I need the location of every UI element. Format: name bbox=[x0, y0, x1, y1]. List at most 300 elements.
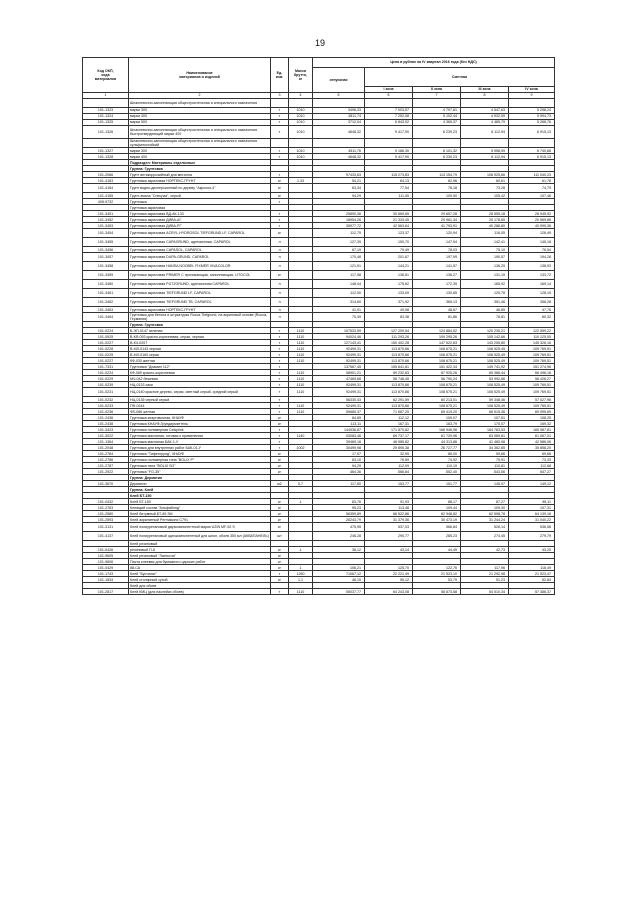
cell-price-zone-3: 21 292,98 bbox=[461, 571, 509, 577]
cell-price-zone-1: 58 748,45 bbox=[365, 376, 413, 382]
cell-price-zone-2: 20 961,34 bbox=[413, 217, 461, 223]
cell-unit: кг bbox=[271, 457, 289, 463]
cell-unit: т bbox=[271, 409, 289, 415]
cell-price-release: 92499,31 bbox=[313, 346, 365, 352]
cell-code: 101-3453 bbox=[83, 223, 129, 229]
col-index: 2 bbox=[129, 93, 271, 99]
cell-price-release: 26243,79 bbox=[313, 517, 365, 523]
cell-code: 101-1328 bbox=[83, 154, 129, 160]
cell-price-release: 464,36 bbox=[313, 469, 365, 475]
cell-unit: т bbox=[271, 433, 289, 439]
cell-name: Грунтовка для бетона и штукатурки Rocca Tiefgrund, на акриловой основе (Rocca, Германия) bbox=[129, 313, 271, 322]
col-unit-label: Ед. bbox=[276, 70, 283, 75]
cell-unit: л bbox=[271, 289, 289, 298]
cell-unit: кг bbox=[271, 559, 289, 565]
cell-price-zone-4: 35 858,20 bbox=[509, 445, 555, 451]
cell-price-zone-1: 66 522,86 bbox=[365, 511, 413, 517]
cell-price-zone-3: 6 112,94 bbox=[461, 154, 509, 160]
cell-price-release: 56359,89 bbox=[313, 511, 365, 517]
cell-price-zone-2: 78,03 bbox=[413, 247, 461, 253]
cell-price-zone-2: 108 675,21 bbox=[413, 382, 461, 388]
cell-name: КФ-089 красно-коричневая bbox=[129, 370, 271, 376]
cell-code: 101-4165 bbox=[83, 193, 129, 199]
cell-price-zone-4: 64 139,16 bbox=[509, 511, 555, 517]
cell-price-zone-4: 107,31 bbox=[509, 505, 555, 511]
cell-price-zone-3: 170,07 bbox=[461, 421, 509, 427]
cell-price-zone-4: 109 769,51 bbox=[509, 403, 555, 409]
cell-price-zone-2: 60 213,01 bbox=[413, 397, 461, 403]
cell-price-zone-3: 34 362,85 bbox=[461, 445, 509, 451]
cell-unit: кг bbox=[271, 229, 289, 238]
cell-price-zone-4: 43,25 bbox=[509, 547, 555, 553]
cell-mass: 1110 bbox=[289, 334, 313, 340]
cell-price-release: 84,89 bbox=[313, 415, 365, 421]
cell-price-zone-3 bbox=[461, 139, 509, 148]
cell-price-zone-2: 62 948,82 bbox=[413, 511, 461, 517]
cell-price-zone-3: 78,81 bbox=[461, 313, 509, 322]
cell-name: Грунтовка акриловая TIEFGRUND LF, CAPAROL bbox=[129, 289, 271, 298]
cell-price-zone-1: 77,54 bbox=[365, 184, 413, 193]
cell-price-zone-3: 87,27 bbox=[461, 499, 509, 505]
cell-price-zone-3: 40 288,80 bbox=[461, 223, 509, 229]
cell-price-zone-4: 57 027,96 bbox=[509, 397, 555, 403]
cell-code: 101-1325 bbox=[83, 120, 129, 126]
cell-price-zone-3: 190,57 bbox=[461, 253, 509, 262]
cell-price-zone-1: 46 585,82 bbox=[365, 439, 413, 445]
cell-price-zone-1: 32,95 bbox=[365, 451, 413, 457]
cell-price-zone-2: 108 675,21 bbox=[413, 358, 461, 364]
cell-price-release: 112,50 bbox=[313, 289, 365, 298]
cell-price-zone-2: 552,40 bbox=[413, 469, 461, 475]
cell-name: Грунтовка акриловая HANSA NOOBEL FIXMER VIVACOLOR bbox=[129, 262, 271, 271]
cell-unit: л bbox=[271, 262, 289, 271]
cell-price-zone-2: 81,86 bbox=[413, 313, 461, 322]
cell-name: Грунтовка "FG-35" bbox=[129, 469, 271, 475]
cell-price-zone-4: 128,19 bbox=[509, 289, 555, 298]
cell-price-release: 63,34 bbox=[313, 184, 365, 193]
cell-price-zone-2: 74,92 bbox=[413, 457, 461, 463]
cell-price-zone-4: 109 769,51 bbox=[509, 352, 555, 358]
cell-price-zone-3: 108 925,66 bbox=[461, 172, 509, 178]
cell-mass: 1110 bbox=[289, 403, 313, 409]
cell-price-zone-3: 5 958,59 bbox=[461, 148, 509, 154]
cell-price-zone-1: 201,67 bbox=[365, 253, 413, 262]
col-estimate-header: Сметная bbox=[365, 68, 555, 87]
cell-name: НЦ-0135 черный серый bbox=[129, 397, 271, 403]
cell-price-zone-1: 123,37 bbox=[365, 229, 413, 238]
cell-price-zone-2: 130,65 bbox=[413, 289, 461, 298]
cell-price-zone-4: 194,28 bbox=[509, 253, 555, 262]
cell-code: 101-0236 bbox=[83, 409, 129, 415]
cell-mass: 1010 bbox=[289, 120, 313, 126]
cell-price-zone-2: 136,27 bbox=[413, 271, 461, 280]
cell-name: резиновый П-8 bbox=[129, 547, 271, 553]
cell-price-zone-4: 47,76 bbox=[509, 307, 555, 313]
cell-name: 88-СА bbox=[129, 565, 271, 571]
cell-price-zone-1: 79,49 bbox=[365, 247, 413, 253]
cell-mass bbox=[289, 253, 313, 262]
cell-price-release: 54,21 bbox=[313, 178, 365, 184]
cell-code: 101-7331 bbox=[83, 364, 129, 370]
cell-price-release: 475,95 bbox=[313, 523, 365, 532]
cell-price-zone-1: 150,70 bbox=[365, 238, 413, 247]
cell-price-zone-4: 31 040,22 bbox=[509, 517, 555, 523]
cell-code: 101-3451 bbox=[83, 211, 129, 217]
cell-price-zone-3: 164 763,53 bbox=[461, 427, 509, 433]
cell-name: Грунтовка акриловая TIEFGRUND TB, CAPAROL bbox=[129, 298, 271, 307]
table-row bbox=[83, 99, 555, 108]
cell-price-zone-2: 110,19 bbox=[413, 463, 461, 469]
cell-price-zone-2: 108 675,21 bbox=[413, 403, 461, 409]
cell-price-zone-1: 167,31 bbox=[365, 421, 413, 427]
cell-price-zone-2: 566,84 bbox=[413, 523, 461, 532]
cell-price-zone-2: 21 523,10 bbox=[413, 571, 461, 577]
cell-code: 101-0429 bbox=[83, 565, 129, 571]
col-index: 5 bbox=[313, 93, 365, 99]
cell-price-zone-3: 20 178,65 bbox=[461, 217, 509, 223]
cell-price-release: 97433,63 bbox=[313, 172, 365, 178]
cell-price-zone-1: 29 895,38 bbox=[365, 445, 413, 451]
cell-price-zone-1: 55,12 bbox=[365, 577, 413, 583]
cell-price-zone-1: 127 209,54 bbox=[365, 328, 413, 334]
cell-code: 101-0224 bbox=[83, 370, 129, 376]
cell-price-zone-1: 69 737,17 bbox=[365, 433, 413, 439]
cell-price-zone-3: 28 555,18 bbox=[461, 211, 509, 217]
cell-price-zone-3 bbox=[461, 99, 509, 108]
cell-price-zone-3: 149 741,92 bbox=[461, 364, 509, 370]
cell-code: 101-0229 bbox=[83, 376, 129, 382]
zone-1-header: I зона bbox=[365, 87, 413, 93]
cell-code: 101-3460 bbox=[83, 280, 129, 289]
cell-price-zone-1 bbox=[365, 99, 413, 108]
cell-price-zone-4: 52,84 bbox=[509, 577, 555, 583]
cell-price-zone-1: 153,77 bbox=[365, 481, 413, 487]
cell-price-zone-3: 105 142,66 bbox=[461, 334, 509, 340]
cell-unit: кг bbox=[271, 553, 289, 559]
cell-price-zone-1: 175,62 bbox=[365, 280, 413, 289]
cell-price-zone-2: 120,94 bbox=[413, 229, 461, 238]
cell-code: 101-0225 bbox=[83, 352, 129, 358]
cell-price-zone-1: 115 273,83 bbox=[365, 172, 413, 178]
col-code-header bbox=[83, 58, 129, 93]
cell-name: Грунтовка "Диамил 112" bbox=[129, 364, 271, 370]
cell-price-zone-4: 66 496,18 bbox=[509, 370, 555, 376]
cell-code: 101-3458 bbox=[83, 262, 129, 271]
cell-price-zone-3: 6 112,94 bbox=[461, 126, 509, 139]
cell-price-zone-3: 110,81 bbox=[461, 463, 509, 469]
cell-price-release: 137567,45 bbox=[313, 364, 365, 370]
cell-price-zone-1: 83,38 bbox=[365, 313, 413, 322]
cell-price-release: 25890,36 bbox=[313, 211, 365, 217]
cell-name: КФ-030 желтая bbox=[129, 358, 271, 364]
cell-code: 408-9732 bbox=[83, 199, 129, 205]
table-row bbox=[83, 589, 555, 595]
cell-price-zone-4: 57 386,37 bbox=[509, 589, 555, 595]
col-mass-header bbox=[289, 58, 313, 93]
cell-code: 101-0925 bbox=[83, 334, 129, 340]
cell-unit: т bbox=[271, 352, 289, 358]
cell-unit: кг bbox=[271, 421, 289, 427]
cell-price-zone-3: 60,61 bbox=[461, 178, 509, 184]
cell-unit: т bbox=[271, 199, 289, 205]
cell-price-zone-1: 64 243,08 bbox=[365, 589, 413, 595]
cell-price-zone-3: 526,14 bbox=[461, 523, 509, 532]
cell-code bbox=[83, 99, 129, 108]
cell-price-zone-1: 112,12 bbox=[365, 415, 413, 421]
cell-price-zone-1: 371,92 bbox=[365, 298, 413, 307]
cell-name: марки 500 bbox=[129, 120, 271, 126]
cell-price-zone-2: 76,18 bbox=[413, 184, 461, 193]
cell-price-zone-2 bbox=[413, 139, 461, 148]
cell-unit: м2 bbox=[271, 481, 289, 487]
cell-price-release: 127143,41 bbox=[313, 340, 365, 346]
cell-price-zone-4: 69,66 bbox=[509, 451, 555, 457]
cell-price-zone-3: 165,92 bbox=[461, 280, 509, 289]
cell-unit: т bbox=[271, 346, 289, 352]
cell-mass: 1 bbox=[289, 547, 313, 553]
cell-mass: 1110 bbox=[289, 352, 313, 358]
cell-code: 101-0233 bbox=[83, 403, 129, 409]
cell-code: 101-1743 bbox=[83, 571, 129, 577]
cell-mass: 1110 bbox=[289, 328, 313, 334]
cell-price-zone-3: 109,30 bbox=[461, 505, 509, 511]
cell-price-release: 92499,31 bbox=[313, 403, 365, 409]
cell-unit: кг bbox=[271, 511, 289, 517]
cell-mass: 1010 bbox=[289, 126, 313, 139]
cell-price-release: 59680,37 bbox=[313, 409, 365, 415]
cell-price-zone-3: 142,41 bbox=[461, 238, 509, 247]
cell-unit: кг bbox=[271, 271, 289, 280]
cell-price-zone-1: 112,09 bbox=[365, 463, 413, 469]
table-row bbox=[83, 289, 555, 298]
cell-price-zone-4: 151 274,96 bbox=[509, 364, 555, 370]
col-index: 9 bbox=[509, 93, 555, 99]
cell-code: 101-2436 bbox=[83, 415, 129, 421]
cell-name: Грунт водно-дисперсионный по дереву "Акрохол-4" bbox=[129, 184, 271, 193]
cell-price-release: 83,76 bbox=[313, 499, 365, 505]
cell-mass: 1 bbox=[289, 499, 313, 505]
cell-price-zone-2: 108 675,21 bbox=[413, 388, 461, 397]
cell-mass: 1110 bbox=[289, 376, 313, 382]
cell-price-zone-1: 111,55 bbox=[365, 193, 413, 199]
cell-price-release: 17,97 bbox=[313, 451, 365, 457]
cell-price-zone-4: 122 559,22 bbox=[509, 328, 555, 334]
cell-mass: 1110 bbox=[289, 589, 313, 595]
cell-name: Грунтовка bbox=[129, 199, 271, 205]
cell-price-zone-3: 42,73 bbox=[461, 547, 509, 553]
cell-unit: т bbox=[271, 108, 289, 114]
col-name-label: Наименование bbox=[186, 70, 213, 75]
cell-name: В-КЧ-0207 bbox=[129, 340, 271, 346]
cell-price-zone-3: 62 598,78 bbox=[461, 511, 509, 517]
cell-price-zone-4: 5 594,73 bbox=[509, 114, 555, 120]
cell-mass bbox=[289, 99, 313, 108]
cell-price-release: 121,91 bbox=[313, 262, 365, 271]
cell-price-zone-3: 120 235,21 bbox=[461, 328, 509, 334]
cell-price-zone-1: 113 870,66 bbox=[365, 382, 413, 388]
cell-price-zone-3: 46,85 bbox=[461, 307, 509, 313]
table-row bbox=[83, 253, 555, 262]
table-row bbox=[83, 532, 555, 541]
cell-price-zone-2: 109,07 bbox=[413, 415, 461, 421]
cell-mass: 1002 bbox=[289, 445, 313, 451]
cell-price-zone-4: 69 995,69 bbox=[509, 409, 555, 415]
cell-price-zone-4 bbox=[509, 139, 555, 148]
cell-name: Шпаклевочно-заполняющая общестроительная и специального назначения bbox=[129, 99, 271, 108]
cell-mass: 1,33 bbox=[289, 178, 313, 184]
cell-price-zone-3: 136,29 bbox=[461, 262, 509, 271]
cell-mass: 1110 bbox=[289, 346, 313, 352]
cell-price-zone-4: 20 569,86 bbox=[509, 217, 555, 223]
cell-name: марки 300 bbox=[129, 108, 271, 114]
col-prices-header: Цена в рублях на IV квартал 2016 года (без НДС) bbox=[313, 58, 555, 68]
col-index: 1 bbox=[83, 93, 129, 99]
cell-mass: 1110 bbox=[289, 388, 313, 397]
cell-price-zone-1: 49,58 bbox=[365, 307, 413, 313]
cell-price-zone-4 bbox=[509, 99, 555, 108]
cell-name: Клей "Бустилат" bbox=[129, 571, 271, 577]
col-index: 3 bbox=[271, 93, 289, 99]
cell-code: 101-0239 bbox=[83, 382, 129, 388]
cell-code: 101-3670 bbox=[83, 481, 129, 487]
col-name-sub: материалов и изделий bbox=[179, 75, 220, 79]
cell-mass bbox=[289, 271, 313, 280]
cell-unit: кг bbox=[271, 547, 289, 553]
cell-price-zone-1: 133,09 bbox=[365, 289, 413, 298]
cell-name: Клей полиуретановый двухкомпонентный марки UZIN MF-92 S bbox=[129, 523, 271, 532]
cell-mass: 1 bbox=[289, 565, 313, 571]
cell-price-zone-4: 110 125,05 bbox=[509, 334, 555, 340]
cell-code: 101-2787 bbox=[83, 463, 129, 469]
cell-code: 101-1326 bbox=[83, 126, 129, 139]
cell-price-zone-2: 151 422,34 bbox=[413, 364, 461, 370]
cell-code: 101-2922 bbox=[83, 469, 129, 475]
cell-price-zone-1: 113 870,66 bbox=[365, 352, 413, 358]
col-code-label: Код ОКП, bbox=[97, 68, 114, 73]
cell-unit: л bbox=[271, 307, 289, 313]
cell-mass bbox=[289, 298, 313, 307]
cell-name: Грунтовка акриловая bbox=[129, 205, 271, 211]
cell-price-zone-2: 109,44 bbox=[413, 505, 461, 511]
cell-name: Клей полиуретановый однокомпонентный для шпон, обоев 350 мл (АКВАПАНЕЛЬ) bbox=[129, 532, 271, 541]
cell-mass: 1140 bbox=[289, 433, 313, 439]
cell-mass: 1110 bbox=[289, 409, 313, 415]
header-row-1 bbox=[83, 58, 555, 68]
cell-name: Шпаклевочно-заполняющая общестроительная и специального назначения сульфатостойкий bbox=[129, 139, 271, 148]
cell-price-zone-1: 43,14 bbox=[365, 547, 413, 553]
cell-code: 101-2048 bbox=[83, 445, 129, 451]
cell-price-zone-4: 42 586,06 bbox=[509, 439, 555, 445]
zone-4-header: IV зона bbox=[509, 87, 555, 93]
cell-code: 101-3464 bbox=[83, 313, 129, 322]
cell-unit: кг bbox=[271, 505, 289, 511]
cell-price-zone-4: 165 987,81 bbox=[509, 427, 555, 433]
cell-price-release: 18954,26 bbox=[313, 217, 365, 223]
cell-mass bbox=[289, 229, 313, 238]
cell-code: 101-4163 bbox=[83, 178, 129, 184]
cell-price-zone-3: 143 255,80 bbox=[461, 340, 509, 346]
cell-unit: т bbox=[271, 358, 289, 364]
cell-price-zone-2: 4 365,37 bbox=[413, 120, 461, 126]
table-row bbox=[83, 313, 555, 322]
cell-price-zone-3: 53 992,86 bbox=[461, 376, 509, 382]
zone-3-header: III зона bbox=[461, 87, 509, 93]
cell-price-release: 117,58 bbox=[313, 271, 365, 280]
cell-price-zone-2: 26 727,77 bbox=[413, 445, 461, 451]
cell-unit: л bbox=[271, 247, 289, 253]
cell-price-zone-1: 537,03 bbox=[365, 523, 413, 532]
cell-code: 101-0228 bbox=[83, 346, 129, 352]
table-row bbox=[83, 229, 555, 238]
cell-price-release: 170,48 bbox=[313, 253, 365, 262]
cell-price-zone-4: 56 426,27 bbox=[509, 376, 555, 382]
cell-mass: 1010 bbox=[289, 154, 313, 160]
cell-name: Грунтовка масляная БАК-1-У bbox=[129, 439, 271, 445]
cell-price-release: 30499,98 bbox=[313, 445, 365, 451]
cell-price-zone-3: 75,10 bbox=[461, 247, 509, 253]
cell-price-zone-1: 6 843,02 bbox=[365, 120, 413, 126]
cell-unit: кг bbox=[271, 523, 289, 532]
table-row bbox=[83, 126, 555, 139]
cell-price-zone-3: 75,91 bbox=[461, 457, 509, 463]
cell-name: Грунтовка акриловая НОРТЕКС-ГРУНТ bbox=[129, 178, 271, 184]
col-index: 4 bbox=[289, 93, 313, 99]
col-code-sub: кода bbox=[101, 72, 110, 77]
cell-price-release: 47469,68 bbox=[313, 376, 365, 382]
cell-price-zone-1: 138,81 bbox=[365, 271, 413, 280]
cell-price-zone-3: 41 480,98 bbox=[461, 439, 509, 445]
cell-price-release: 56330,43 bbox=[313, 397, 365, 403]
cell-price-zone-1: 113 870,66 bbox=[365, 403, 413, 409]
cell-name: Клей для обоев bbox=[129, 583, 271, 589]
cell-mass bbox=[289, 523, 313, 532]
cell-price-zone-4: 6 915,13 bbox=[509, 154, 555, 160]
cell-code: 101-2593 bbox=[83, 517, 129, 523]
cell-name: Клей акрилатный Permakond C791 bbox=[129, 517, 271, 523]
cell-name: Шпаклевочно-заполняющая общестроительная и специального назначения быстротвердеющий марки 400 bbox=[129, 126, 271, 139]
cell-name: Грунтовка типа "BOLIX SG" bbox=[129, 463, 271, 469]
cell-code: 101-1327 bbox=[83, 148, 129, 154]
cell-unit: т bbox=[271, 217, 289, 223]
cell-price-release bbox=[313, 139, 365, 148]
cell-price-zone-1: 69 232,83 bbox=[365, 370, 413, 376]
cell-price-zone-3: 116,05 bbox=[461, 229, 509, 238]
cell-price-zone-1: 7 252,08 bbox=[365, 114, 413, 120]
cell-price-zone-1: 42 563,64 bbox=[365, 223, 413, 229]
cell-price-zone-1: 155 641,81 bbox=[365, 364, 413, 370]
cell-price-zone-1: 125,70 bbox=[365, 565, 413, 571]
cell-unit: кг bbox=[271, 469, 289, 475]
table-body bbox=[83, 99, 555, 595]
cell-price-zone-4: 28 945,92 bbox=[509, 211, 555, 217]
cell-unit: л bbox=[271, 280, 289, 289]
cell-code: 101-2786 bbox=[83, 457, 129, 463]
cell-name: ПФ-0244 bbox=[129, 403, 271, 409]
cell-price-release: 38,12 bbox=[313, 547, 365, 553]
cell-mass: 1110 bbox=[289, 340, 313, 346]
cell-name: Грунтовка для внутренних работ БАК-01-У bbox=[129, 445, 271, 451]
cell-name: Клей БТ-150 bbox=[129, 493, 271, 499]
cell-unit bbox=[271, 139, 289, 148]
cell-name: Грунтовка акриловая НОРТЕКС-ГРУНТ bbox=[129, 307, 271, 313]
cell-name: Клей резиновый bbox=[129, 541, 271, 547]
cell-price-zone-3: 543,56 bbox=[461, 469, 509, 475]
cell-unit: т bbox=[271, 364, 289, 370]
cell-price-zone-1: 22 221,49 bbox=[365, 571, 413, 577]
cell-price-zone-3: 65 386,44 bbox=[461, 370, 509, 376]
cell-code: 101-2817 bbox=[83, 589, 129, 595]
cell-name: Подраздел: Материалы отделочные bbox=[129, 160, 271, 166]
